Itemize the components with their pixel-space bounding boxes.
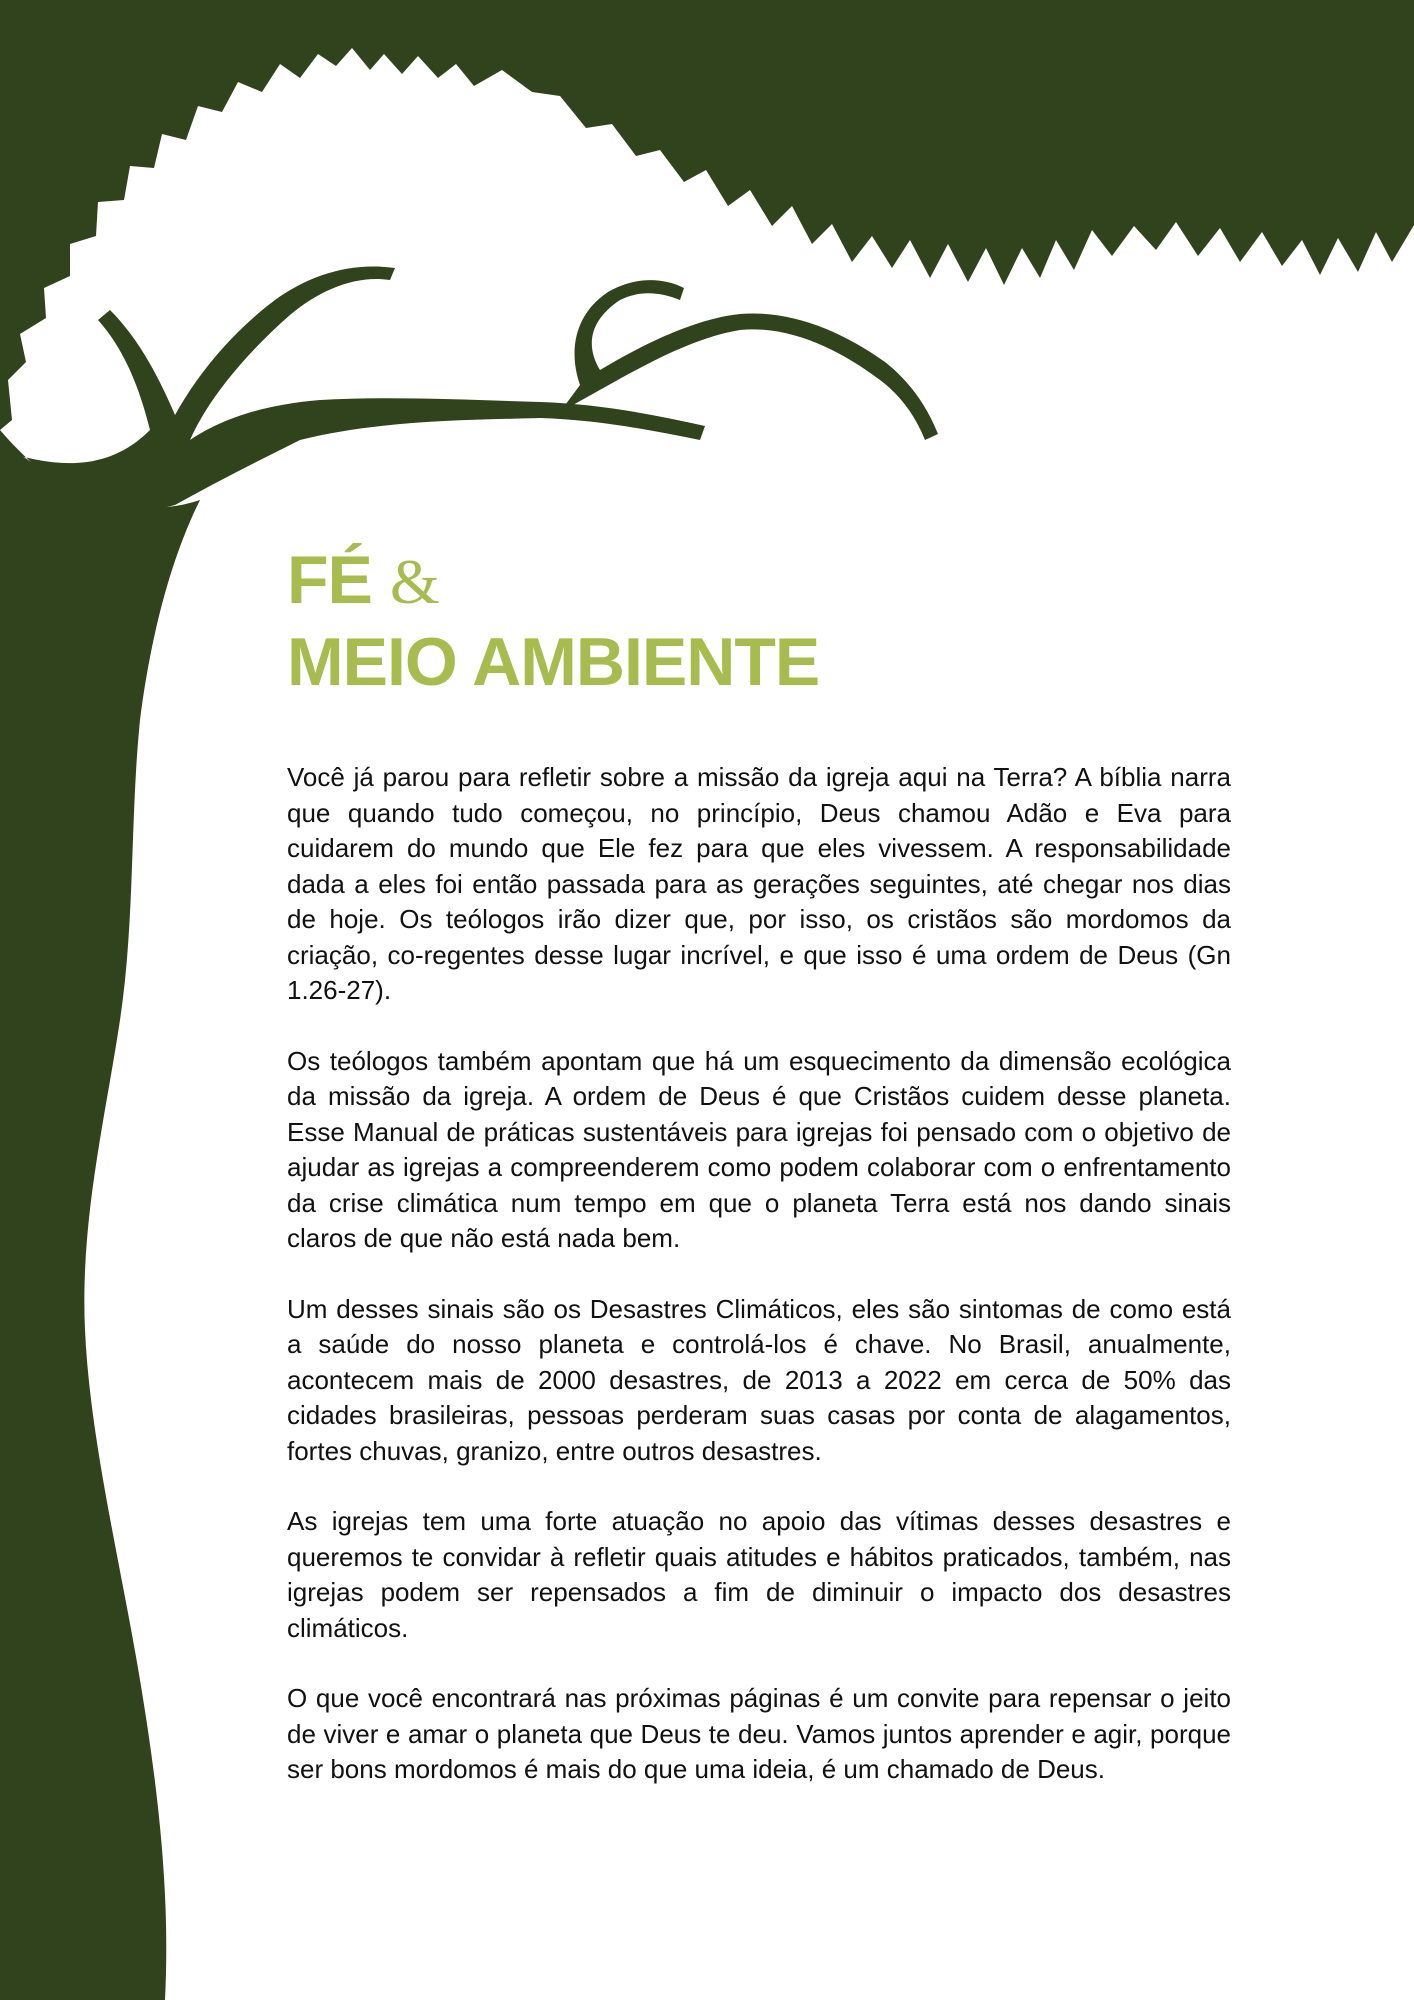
paragraph-4: As igrejas tem uma forte atuação no apoio das vítimas desses desastres e queremos te convidar à refletir quais atitudes e hábitos praticados, também, nas igrejas podem ser repensados a fim de diminuir o impacto dos desastres climáticos. <box>287 1506 1231 1643</box>
page-title <box>287 540 1231 702</box>
paragraph-2: Os teólogos também apontam que há um esquecimento da dimensão ecológica da missão da igreja. A ordem de Deus é que Cristãos cuidem desse planeta. Esse Manual de práticas sustentáveis para igrejas foi pensado com o objetivo de ajudar as igrejas a compreenderem como podem colaborar com o enfrentamento da crise climática num tempo em que o planeta Terra está nos dando sinais claros de que não está nada bem. <box>287 1045 1231 1253</box>
paragraph-1: Você já parou para refletir sobre a missão da igreja aqui na Terra? A bíblia narra que quando tudo começou, no princípio, Deus chamou Adão e Eva para cuidarem do mundo que Ele fez para que eles vivessem. A responsabilidade dada a eles foi então passada para as gerações seguintes, até chegar nos dias de hoje. Os teólogos irão dizer que, por isso, os cristãos são mordomos da criação, co-regentes desse lugar incrível, e que isso é uma ordem de Deus (Gn 1.26-27). <box>287 762 1231 1005</box>
tree-trunk-lower <box>0 440 200 2000</box>
title-meio-ambiente: MEIO AMBIENTE <box>287 624 820 700</box>
body-text <box>287 760 1231 1788</box>
paragraph-5: O que você encontrará nas próximas páginas é um convite para repensar o jeito de viver e amar o planeta que Deus te deu. Vamos juntos aprender e agir, porque ser bons mordomos é mais do que uma ideia, é um chamado de Deus. <box>287 1683 1231 1784</box>
paragraph-3: Um desses sinais são os Desastres Climáticos, eles são sintomas de como está a saúde do nosso planeta e controlá-los é chave. No Brasil, anualmente, acontecem mais de 2000 desastres, de 2013 a 2022 em cerca de 50% das cidades brasileiras, pessoas perderam suas casas por conta de alagamentos, fortes chuvas, granizo, entre outros desastres. <box>287 1293 1231 1466</box>
main-content <box>287 540 1231 1823</box>
title-ampersand: & <box>389 546 439 617</box>
title-fe: FÉ <box>287 542 372 618</box>
